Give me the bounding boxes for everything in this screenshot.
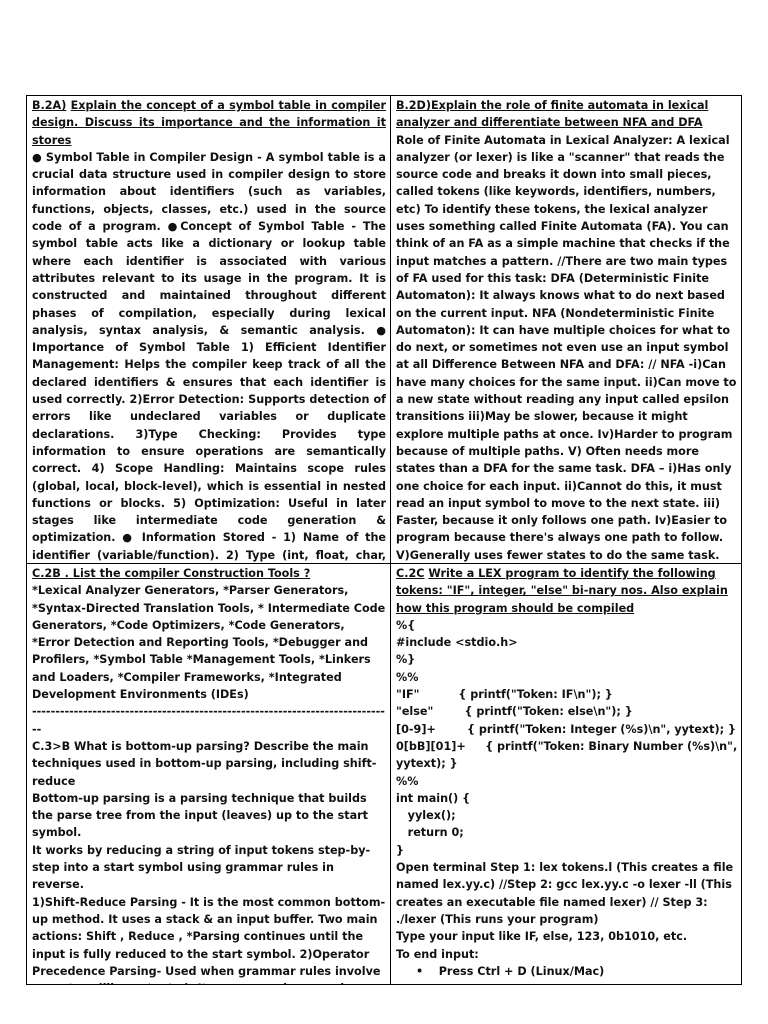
code-line: yylex(); [396, 809, 456, 823]
code-line: [0-9]+ { printf("Token: Integer (%s)\n", yytext); } [396, 722, 736, 736]
question-label: B.2D) [396, 99, 431, 112]
compile-steps: Open terminal Step 1: lex tokens.l (This creates a file named lex.yy.c) //Step 2: gcc lex.yy.c -o lexer -ll (This creates an executable file named lexer) // Step 3: ./lexer (This runs your program) [396, 861, 734, 926]
code-line: %{ [396, 618, 416, 632]
cell-symbol-table [27, 96, 390, 563]
question-heading [32, 97, 386, 149]
answer-paragraph: 1)Shift-Reduce Parsing - It is the most common bottom-up method. It uses a stack & an input buffer. Two main actions: Shift , Reduce , *Parsing continues until the input is fully reduced to the start symbol. 2)Operator Precedence Parsing- Used when grammar rules involve [32, 895, 386, 978]
answer-body: ● Symbol Table in Compiler Design - A symbol table is a crucial data structure used in compiler design to store information about identifiers (such as variables, functions, objects, classes, etc.) used in the source code of a program. ●Concept of Symbol Table - The symbol table acts like a dictionary or lookup table where each identifier is associated with various attributes relevant to its usage in the program. It is constructed and maintained throughout different phases of compilation, especially during lexical analysis, syntax analysis, & semantic analysis. ● Importance of Symbol Table 1) Efficient Identifier Management: Helps the compiler keep track of all the declared identifiers & ensures that each identifier is used correctly. 2)Error Detection: Supports detection of errors like undeclared variables or duplicate declarations. 3)Type Checking: Provides type information to ensure operations are semantically correct. 4) Scope Handling: Maintains scope rules (global, local, block-level), which is essential in nested functions or blocks. 5) Optimization: Useful in later stages like intermediate code generation & optimization. ● Information Stored - 1) Name of the identifier (variable/function). 2) Type (int, float, char, [32, 150, 386, 562]
answer-paragraph: It works by reducing a string of input tokens step-by-step into a start symbol using grammar rules in reverse. [32, 843, 371, 892]
question-heading [396, 565, 737, 617]
bullet-item [396, 963, 737, 980]
cell-construction-tools [27, 564, 390, 984]
sub-question-heading: C.3>B What is bottom-up parsing? Describe the main techniques used in bottom-up parsing, including shift-reduce [32, 739, 377, 788]
tools-list: *Lexical Analyzer Generators, *Parser Generators, *Syntax-Directed Translation Tools, * Intermediate Code Generators, *Code Optimizers, *Code Generators, *Error Detection and Reporting Tools, *Debugger and Profilers, *Symbol Table *Management Tools, *Linkers and Loaders, *Compiler Frameworks, *Integrated Development Environments (IDEs) [32, 584, 386, 702]
code-line: #include <stdio.h> [396, 636, 518, 650]
code-line: yytext); } [396, 757, 458, 771]
code-line: "else" { printf("Token: else\n"); } [396, 705, 633, 719]
question-title: Explain the role of finite automata in lexical analyzer and differentiate between NFA and DFA [396, 99, 709, 130]
code-line: %} [396, 653, 416, 667]
end-input-label: To end input: [396, 947, 479, 961]
answer-paragraph: Bottom-up parsing is a parsing technique that builds the parse tree from the input (leaves) up to the start symbol. [32, 791, 369, 840]
code-line: "IF" { printf("Token: IF\n"); } [396, 688, 613, 702]
code-line: 0[bB][01]+ { printf("Token: Binary Number (%s)\n", [396, 739, 738, 753]
question-heading: C.2B . List the compiler Construction Tools ? [32, 567, 311, 580]
code-block [396, 617, 737, 859]
code-line: %% [396, 670, 419, 684]
code-line: } [396, 843, 404, 857]
code-line: return 0; [396, 826, 464, 840]
question-label: C.2C [396, 567, 425, 580]
answer-grid [26, 95, 742, 985]
question-label: B.2A) [32, 99, 67, 112]
cell-lex-program [391, 564, 741, 984]
bullet-text: Press Ctrl + D (Linux/Mac) [438, 964, 605, 978]
bullet-dot-icon: • [416, 964, 439, 978]
question-heading [396, 97, 737, 132]
code-line: int main() { [396, 791, 471, 805]
input-instructions: Type your input like IF, else, 123, 0b1010, etc. [396, 930, 688, 944]
question-title: Explain the concept of a symbol table in compiler design. Discuss its importance and the information it stores [32, 99, 386, 147]
answer-body: Role of Finite Automata in Lexical Analyzer: A lexical analyzer (or lexer) is like a "scanner" that reads the source code and breaks it down into small pieces, called tokens (like keywords, identifiers, numbers, etc) To identify these tokens, the lexical analyzer uses something called Finite Automata (FA). You can think of an FA as a simple machine that checks if the input matches a pattern. //There are two main types of FA used for this task: DFA (Deterministic Finite Automaton): It always knows what to do next based on the current input. NFA (Nondeterministic Finite Automaton): It can have multiple choices for what to do next, or sometimes not even use an input symbol at all Difference Between NFA and DFA: // NFA -i)Can have many choices for the same input. ii)Can move to a new state without reading any input called epsilon transitions iii)May be slower, because it might explore multiple paths at once. Iv)Harder to program because of multiple paths. V) Often needs more states than a DFA for the same task. DFA – i)Has only one choice for each input. ii)Cannot do this, it must read an input symbol to move to the next state. iii) Faster, because it only follows one path. Iv)Easier to program because there's always one path to follow. V)Generally uses fewer states to do the same task. [396, 133, 737, 562]
section-divider: ------------------------------------------------------------------------------ [32, 705, 385, 736]
question-title: Write a LEX program to identify the following tokens: "IF", integer, "else" bi-nary nos. Also explain how this program should be compiled [396, 567, 728, 615]
cell-finite-automata [391, 96, 741, 563]
code-line: %% [396, 774, 419, 788]
